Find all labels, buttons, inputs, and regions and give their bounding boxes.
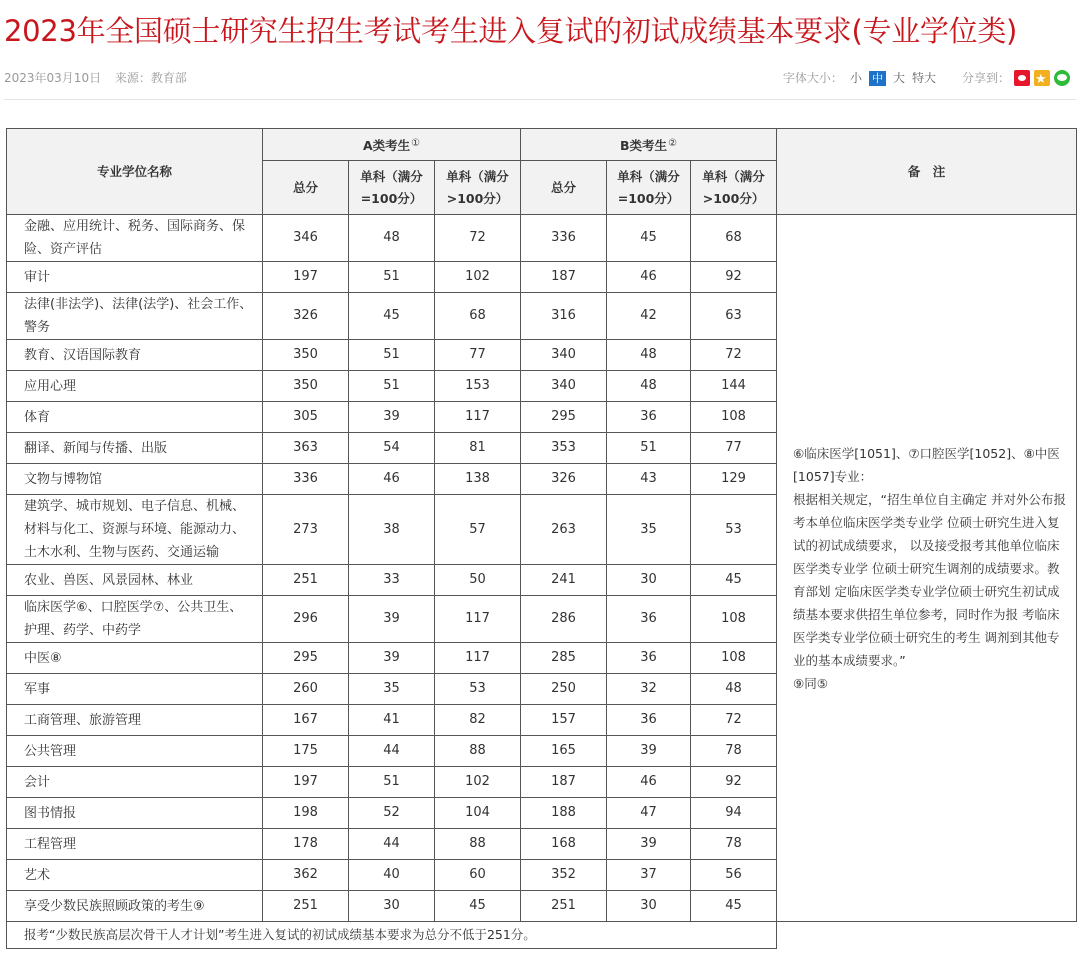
major-name-cell: 工商管理、旅游管理 (7, 705, 263, 736)
major-name-cell: 公共管理 (7, 736, 263, 767)
notes-cell: ⑥临床医学[1051]、⑦口腔医学[1052]、⑧中医[1057]专业： 根据相关规定，“招生单位自主确定 并对外公布报考本单位临床医学类专业学 位硕士研究生进入复试的初试成绩要求， 以及接受报考其他单位临床医学类专业学 位硕士研究生调剂的成绩要求。教育部划 定临床医学类专业学位硕士研究生初试成 绩基本要求供招生单位参考，同时作为报 考临床医学类专业学位硕士研究生的考生 调剂到其他专业的基本成绩要求。” ⑨同⑤ (777, 215, 1077, 922)
score-cell-b-s1: 35 (607, 495, 691, 565)
weibo-icon[interactable] (1014, 70, 1030, 86)
score-cell-b-s2: 108 (691, 596, 777, 643)
score-cell-a-total: 336 (263, 464, 349, 495)
major-name-cell: 教育、汉语国际教育 (7, 340, 263, 371)
score-cell-b-s1: 39 (607, 829, 691, 860)
score-cell-a-s1: 51 (349, 340, 435, 371)
score-cell-a-s2: 82 (435, 705, 521, 736)
score-cell-a-total: 251 (263, 891, 349, 922)
score-cell-a-s1: 44 (349, 829, 435, 860)
major-name-cell: 军事 (7, 674, 263, 705)
score-cell-b-s1: 46 (607, 767, 691, 798)
score-cell-a-total: 260 (263, 674, 349, 705)
footnote-cell: 报考“少数民族高层次骨干人才计划”考生进入复试的初试成绩基本要求为总分不低于251分。 (7, 922, 777, 949)
score-cell-b-s1: 36 (607, 402, 691, 433)
score-cell-b-s1: 43 (607, 464, 691, 495)
score-cell-a-total: 198 (263, 798, 349, 829)
score-cell-a-s2: 102 (435, 767, 521, 798)
score-cell-a-total: 167 (263, 705, 349, 736)
major-name-cell: 金融、应用统计、税务、国际商务、保险、资产评估 (7, 215, 263, 262)
score-cell-b-s2: 78 (691, 736, 777, 767)
score-cell-a-total: 251 (263, 565, 349, 596)
article-source: 来源：教育部 (114, 71, 187, 85)
score-cell-a-s1: 54 (349, 433, 435, 464)
score-cell-a-s2: 50 (435, 565, 521, 596)
score-cell-a-s1: 41 (349, 705, 435, 736)
score-cell-a-s1: 39 (349, 643, 435, 674)
score-cell-b-s1: 36 (607, 596, 691, 643)
font-size-medium-button[interactable]: 中 (869, 71, 886, 86)
score-cell-a-s1: 40 (349, 860, 435, 891)
score-cell-a-s2: 77 (435, 340, 521, 371)
major-name-cell: 享受少数民族照顾政策的考生⑨ (7, 891, 263, 922)
score-cell-b-s1: 47 (607, 798, 691, 829)
score-cell-b-s2: 56 (691, 860, 777, 891)
score-cell-a-total: 197 (263, 262, 349, 293)
score-cell-b-s1: 36 (607, 705, 691, 736)
score-cell-b-s2: 48 (691, 674, 777, 705)
major-name-cell: 文物与博物馆 (7, 464, 263, 495)
score-cell-b-total: 263 (521, 495, 607, 565)
score-cell-a-s2: 88 (435, 736, 521, 767)
font-size-small-button[interactable]: 小 (849, 71, 862, 85)
score-cell-a-s1: 33 (349, 565, 435, 596)
score-cell-b-s1: 51 (607, 433, 691, 464)
wechat-icon[interactable] (1054, 70, 1070, 86)
score-cell-a-s2: 138 (435, 464, 521, 495)
score-cell-a-s2: 88 (435, 829, 521, 860)
header-divider (4, 99, 1076, 100)
score-cell-b-total: 285 (521, 643, 607, 674)
score-cell-b-s1: 30 (607, 565, 691, 596)
score-cell-a-total: 295 (263, 643, 349, 674)
score-cell-b-total: 157 (521, 705, 607, 736)
score-cell-a-s2: 57 (435, 495, 521, 565)
score-cell-b-s1: 32 (607, 674, 691, 705)
score-cell-b-s2: 129 (691, 464, 777, 495)
header-a-single-100: 单科（满分=100分） (349, 161, 435, 215)
score-cell-a-s1: 39 (349, 596, 435, 643)
major-name-cell: 审计 (7, 262, 263, 293)
score-cell-b-total: 295 (521, 402, 607, 433)
header-b-single-over-100: 单科（满分>100分） (691, 161, 777, 215)
score-cell-b-s2: 92 (691, 767, 777, 798)
score-cell-a-total: 363 (263, 433, 349, 464)
qzone-icon[interactable] (1034, 70, 1050, 86)
score-cell-a-total: 305 (263, 402, 349, 433)
score-cell-a-s2: 72 (435, 215, 521, 262)
score-cell-b-s2: 92 (691, 262, 777, 293)
article-toolbar (783, 66, 1070, 90)
score-cell-a-s2: 117 (435, 596, 521, 643)
score-cell-b-s2: 77 (691, 433, 777, 464)
score-table-body (7, 215, 1077, 949)
score-cell-a-s2: 153 (435, 371, 521, 402)
score-cell-b-total: 353 (521, 433, 607, 464)
score-cell-b-s1: 42 (607, 293, 691, 340)
score-cell-a-s2: 102 (435, 262, 521, 293)
score-cell-b-s1: 37 (607, 860, 691, 891)
score-cell-b-s2: 144 (691, 371, 777, 402)
score-cell-b-s2: 45 (691, 565, 777, 596)
score-cell-b-s1: 45 (607, 215, 691, 262)
score-cell-b-s2: 53 (691, 495, 777, 565)
score-cell-a-total: 197 (263, 767, 349, 798)
score-cell-b-s2: 108 (691, 402, 777, 433)
score-cell-a-total: 350 (263, 340, 349, 371)
score-cell-a-s1: 51 (349, 262, 435, 293)
score-cell-b-total: 241 (521, 565, 607, 596)
major-name-cell: 农业、兽医、风景园林、林业 (7, 565, 263, 596)
score-cell-b-s2: 72 (691, 340, 777, 371)
header-a-single-over-100: 单科（满分>100分） (435, 161, 521, 215)
font-size-label: 字体大小： (782, 71, 843, 85)
major-name-cell: 工程管理 (7, 829, 263, 860)
score-cell-a-total: 178 (263, 829, 349, 860)
score-cell-a-s1: 52 (349, 798, 435, 829)
page-title: 2023年全国硕士研究生招生考试考生进入复试的初试成绩基本要求(专业学位类) (4, 14, 1018, 48)
major-name-cell: 艺术 (7, 860, 263, 891)
table-row (7, 215, 1077, 262)
footnote-spacer (777, 922, 1077, 949)
major-name-cell: 体育 (7, 402, 263, 433)
score-cell-a-s1: 35 (349, 674, 435, 705)
score-cell-a-s1: 45 (349, 293, 435, 340)
header-notes: 备 注 (777, 129, 1077, 215)
score-cell-a-s1: 48 (349, 215, 435, 262)
score-cell-b-total: 326 (521, 464, 607, 495)
publish-date: 2023年03月10日 (4, 71, 102, 85)
score-cell-a-s1: 39 (349, 402, 435, 433)
footnote-row (7, 922, 1077, 949)
score-cell-b-s2: 108 (691, 643, 777, 674)
score-cell-a-total: 362 (263, 860, 349, 891)
score-cell-b-total: 187 (521, 262, 607, 293)
score-cell-b-total: 168 (521, 829, 607, 860)
score-cell-b-total: 188 (521, 798, 607, 829)
score-cell-a-total: 296 (263, 596, 349, 643)
header-group-b: B类考生② (521, 129, 777, 161)
major-name-cell: 应用心理 (7, 371, 263, 402)
font-size-large-button[interactable]: 大 (892, 71, 905, 85)
score-cell-a-s1: 44 (349, 736, 435, 767)
score-cell-a-total: 346 (263, 215, 349, 262)
score-cell-a-s1: 38 (349, 495, 435, 565)
header-b-total: 总分 (521, 161, 607, 215)
score-cell-a-s1: 30 (349, 891, 435, 922)
score-cell-b-s2: 45 (691, 891, 777, 922)
score-cell-b-total: 165 (521, 736, 607, 767)
score-cell-b-s2: 63 (691, 293, 777, 340)
score-cell-b-s2: 94 (691, 798, 777, 829)
score-cell-a-s2: 68 (435, 293, 521, 340)
score-cell-b-s2: 68 (691, 215, 777, 262)
score-cell-b-s2: 72 (691, 705, 777, 736)
share-label: 分享到： (961, 71, 1010, 85)
score-cell-b-s1: 48 (607, 371, 691, 402)
article-meta (4, 66, 1076, 90)
header-a-total: 总分 (263, 161, 349, 215)
score-cell-a-s2: 45 (435, 891, 521, 922)
score-cell-b-total: 316 (521, 293, 607, 340)
score-cell-a-s2: 117 (435, 402, 521, 433)
font-size-xlarge-button[interactable]: 特大 (911, 71, 936, 85)
major-name-cell: 图书情报 (7, 798, 263, 829)
header-b-single-100: 单科（满分=100分） (607, 161, 691, 215)
score-cell-b-s2: 78 (691, 829, 777, 860)
score-cell-a-total: 175 (263, 736, 349, 767)
score-cell-b-s1: 48 (607, 340, 691, 371)
score-cell-a-s1: 46 (349, 464, 435, 495)
score-cell-a-s2: 117 (435, 643, 521, 674)
score-cell-a-s2: 53 (435, 674, 521, 705)
major-name-cell: 翻译、新闻与传播、出版 (7, 433, 263, 464)
major-name-cell: 会计 (7, 767, 263, 798)
score-cell-b-s1: 30 (607, 891, 691, 922)
score-cell-b-s1: 36 (607, 643, 691, 674)
score-cell-b-total: 286 (521, 596, 607, 643)
score-cell-a-total: 326 (263, 293, 349, 340)
score-cell-b-s1: 46 (607, 262, 691, 293)
score-cell-a-s2: 81 (435, 433, 521, 464)
score-cell-b-total: 187 (521, 767, 607, 798)
score-table (6, 128, 1077, 949)
major-name-cell: 临床医学⑥、口腔医学⑦、公共卫生、护理、药学、中药学 (7, 596, 263, 643)
score-cell-b-s1: 39 (607, 736, 691, 767)
score-cell-a-s2: 104 (435, 798, 521, 829)
score-cell-b-total: 250 (521, 674, 607, 705)
score-cell-a-s1: 51 (349, 767, 435, 798)
score-cell-b-total: 340 (521, 340, 607, 371)
major-name-cell: 建筑学、城市规划、电子信息、机械、材料与化工、资源与环境、能源动力、土木水利、生物与医药、交通运输 (7, 495, 263, 565)
score-cell-b-total: 340 (521, 371, 607, 402)
header-group-a: A类考生① (263, 129, 521, 161)
score-cell-b-total: 336 (521, 215, 607, 262)
score-cell-b-total: 251 (521, 891, 607, 922)
major-name-cell: 中医⑧ (7, 643, 263, 674)
header-major-name: 专业学位名称 (7, 129, 263, 215)
score-cell-a-s1: 51 (349, 371, 435, 402)
score-cell-a-total: 350 (263, 371, 349, 402)
score-cell-a-total: 273 (263, 495, 349, 565)
major-name-cell: 法律(非法学)、法律(法学)、社会工作、警务 (7, 293, 263, 340)
score-cell-b-total: 352 (521, 860, 607, 891)
score-cell-a-s2: 60 (435, 860, 521, 891)
